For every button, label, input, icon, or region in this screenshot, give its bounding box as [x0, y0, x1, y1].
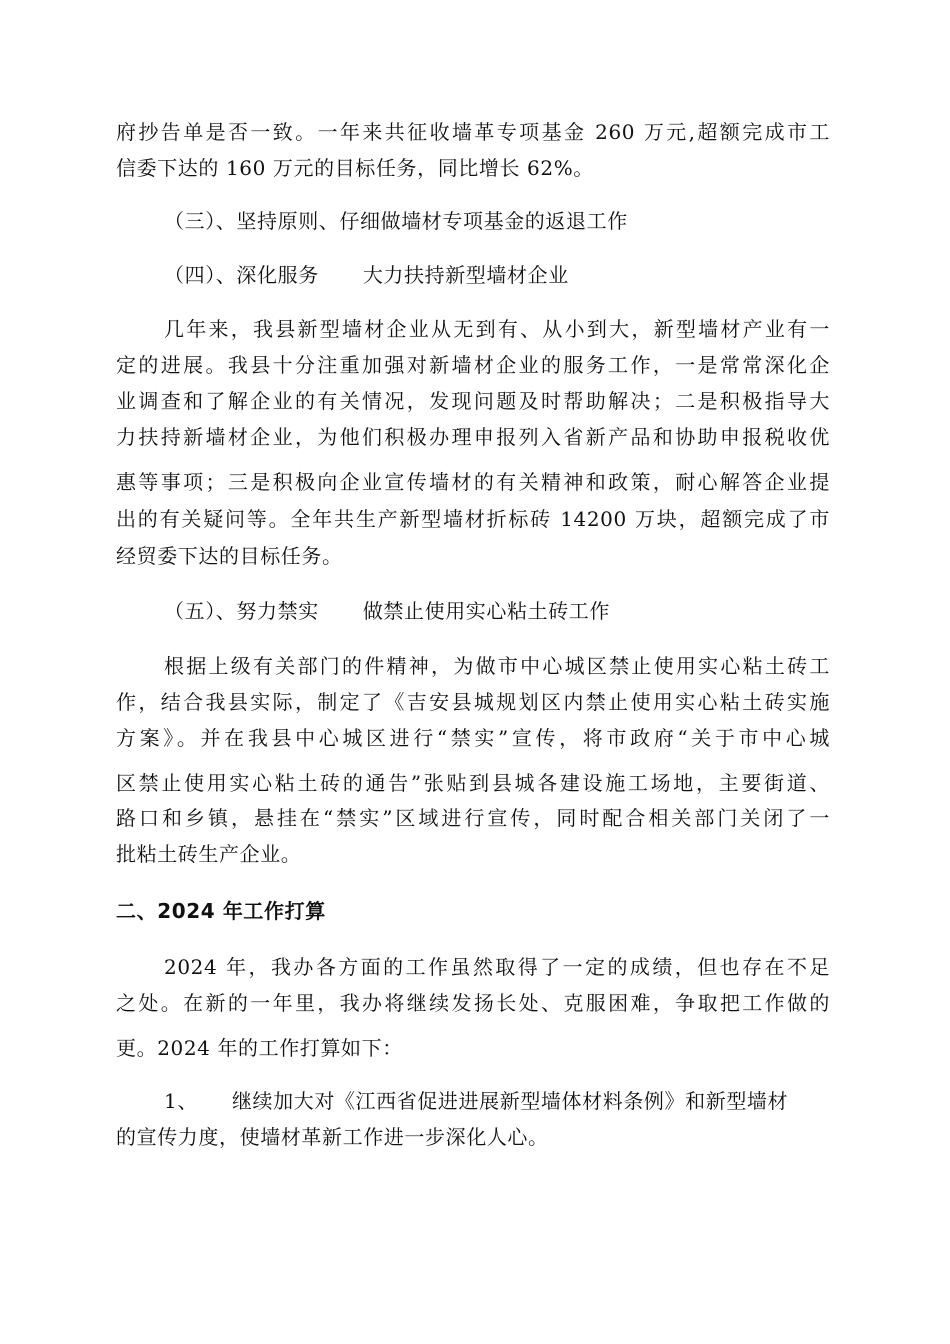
section-title-5 — [164, 599, 950, 623]
section-title-4-part-a: （四）、深化服务 — [164, 263, 319, 287]
paragraph-line: 信委下达的 160 万元的目标任务，同比增长 62%。 — [116, 156, 594, 180]
paragraph-line: 经贸委下达的目标任务。 — [116, 544, 343, 568]
paragraph-line: 之处。在新的一年里，我办将继续发扬长处、克服困难，争取把工作做的 — [116, 991, 830, 1015]
list-item-1 — [164, 1089, 950, 1113]
list-item-text: 继续加大对《江西省促进进展新型墙体材料条例》和新型墙材 — [231, 1089, 789, 1113]
paragraph-line: 方案》。并在我县中心城区进行“禁实”宣传，将市政府“关于市中心城 — [116, 726, 830, 750]
paragraph-line: 惠等事项；三是积极向企业宣传墙材的有关精神和政策，耐心解答企业提 — [116, 470, 830, 494]
section-title-5-part-b: 做禁止使用实心粘土砖工作 — [362, 599, 611, 623]
paragraph-line: 定的进展。我县十分注重加强对新墙材企业的服务工作，一是常常深化企 — [116, 353, 830, 377]
section-title-4 — [164, 263, 950, 287]
section-heading-2024-plan: 二、2024 年工作打算 — [116, 899, 326, 923]
paragraph-line: 2024 年，我办各方面的工作虽然取得了一定的成绩，但也存在不足 — [164, 955, 830, 979]
section-title-5-part-a: （五）、努力禁实 — [164, 599, 319, 623]
paragraph-line: 路口和乡镇，悬挂在“禁实”区域进行宣传，同时配合相关部门关闭了一 — [116, 806, 830, 830]
paragraph-line: 府抄告单是否一致。一年来共征收墙革专项基金 260 万元,超额完成市工 — [116, 120, 830, 144]
paragraph-line: 作，结合我县实际，制定了《吉安县城规划区内禁止使用实心粘土砖实施 — [116, 690, 830, 714]
paragraph-line: 业调查和了解企业的有关情况，发现问题及时帮助解决；二是积极指导大 — [116, 389, 830, 413]
paragraph-line: 的宣传力度，使墙材革新工作进一步深化人心。 — [116, 1125, 549, 1149]
paragraph-line: 根据上级有关部门的件精神，为做市中心城区禁止使用实心粘土砖工 — [164, 654, 830, 678]
paragraph-line: 区禁止使用实心粘土砖的通告”张贴到县城各建设施工场地，主要街道、 — [116, 771, 830, 795]
section-title-3: （三）、坚持原则、仔细做墙材专项基金的返退工作 — [164, 209, 628, 233]
paragraph-line: 更。2024 年的工作打算如下： — [116, 1036, 403, 1060]
section-title-4-part-b: 大力扶持新型墙材企业 — [362, 263, 569, 287]
list-item-number: 1、 — [164, 1089, 198, 1113]
paragraph-line: 几年来，我县新型墙材企业从无到有、从小到大，新型墙材产业有一 — [164, 317, 830, 341]
paragraph-line: 力扶持新墙材企业，为他们积极办理申报列入省新产品和协助申报税收优 — [116, 425, 830, 449]
paragraph-line: 批粘土砖生产企业。 — [116, 842, 302, 866]
paragraph-line: 出的有关疑问等。全年共生产新型墙材折标砖 14200 万块，超额完成了市 — [116, 507, 830, 531]
